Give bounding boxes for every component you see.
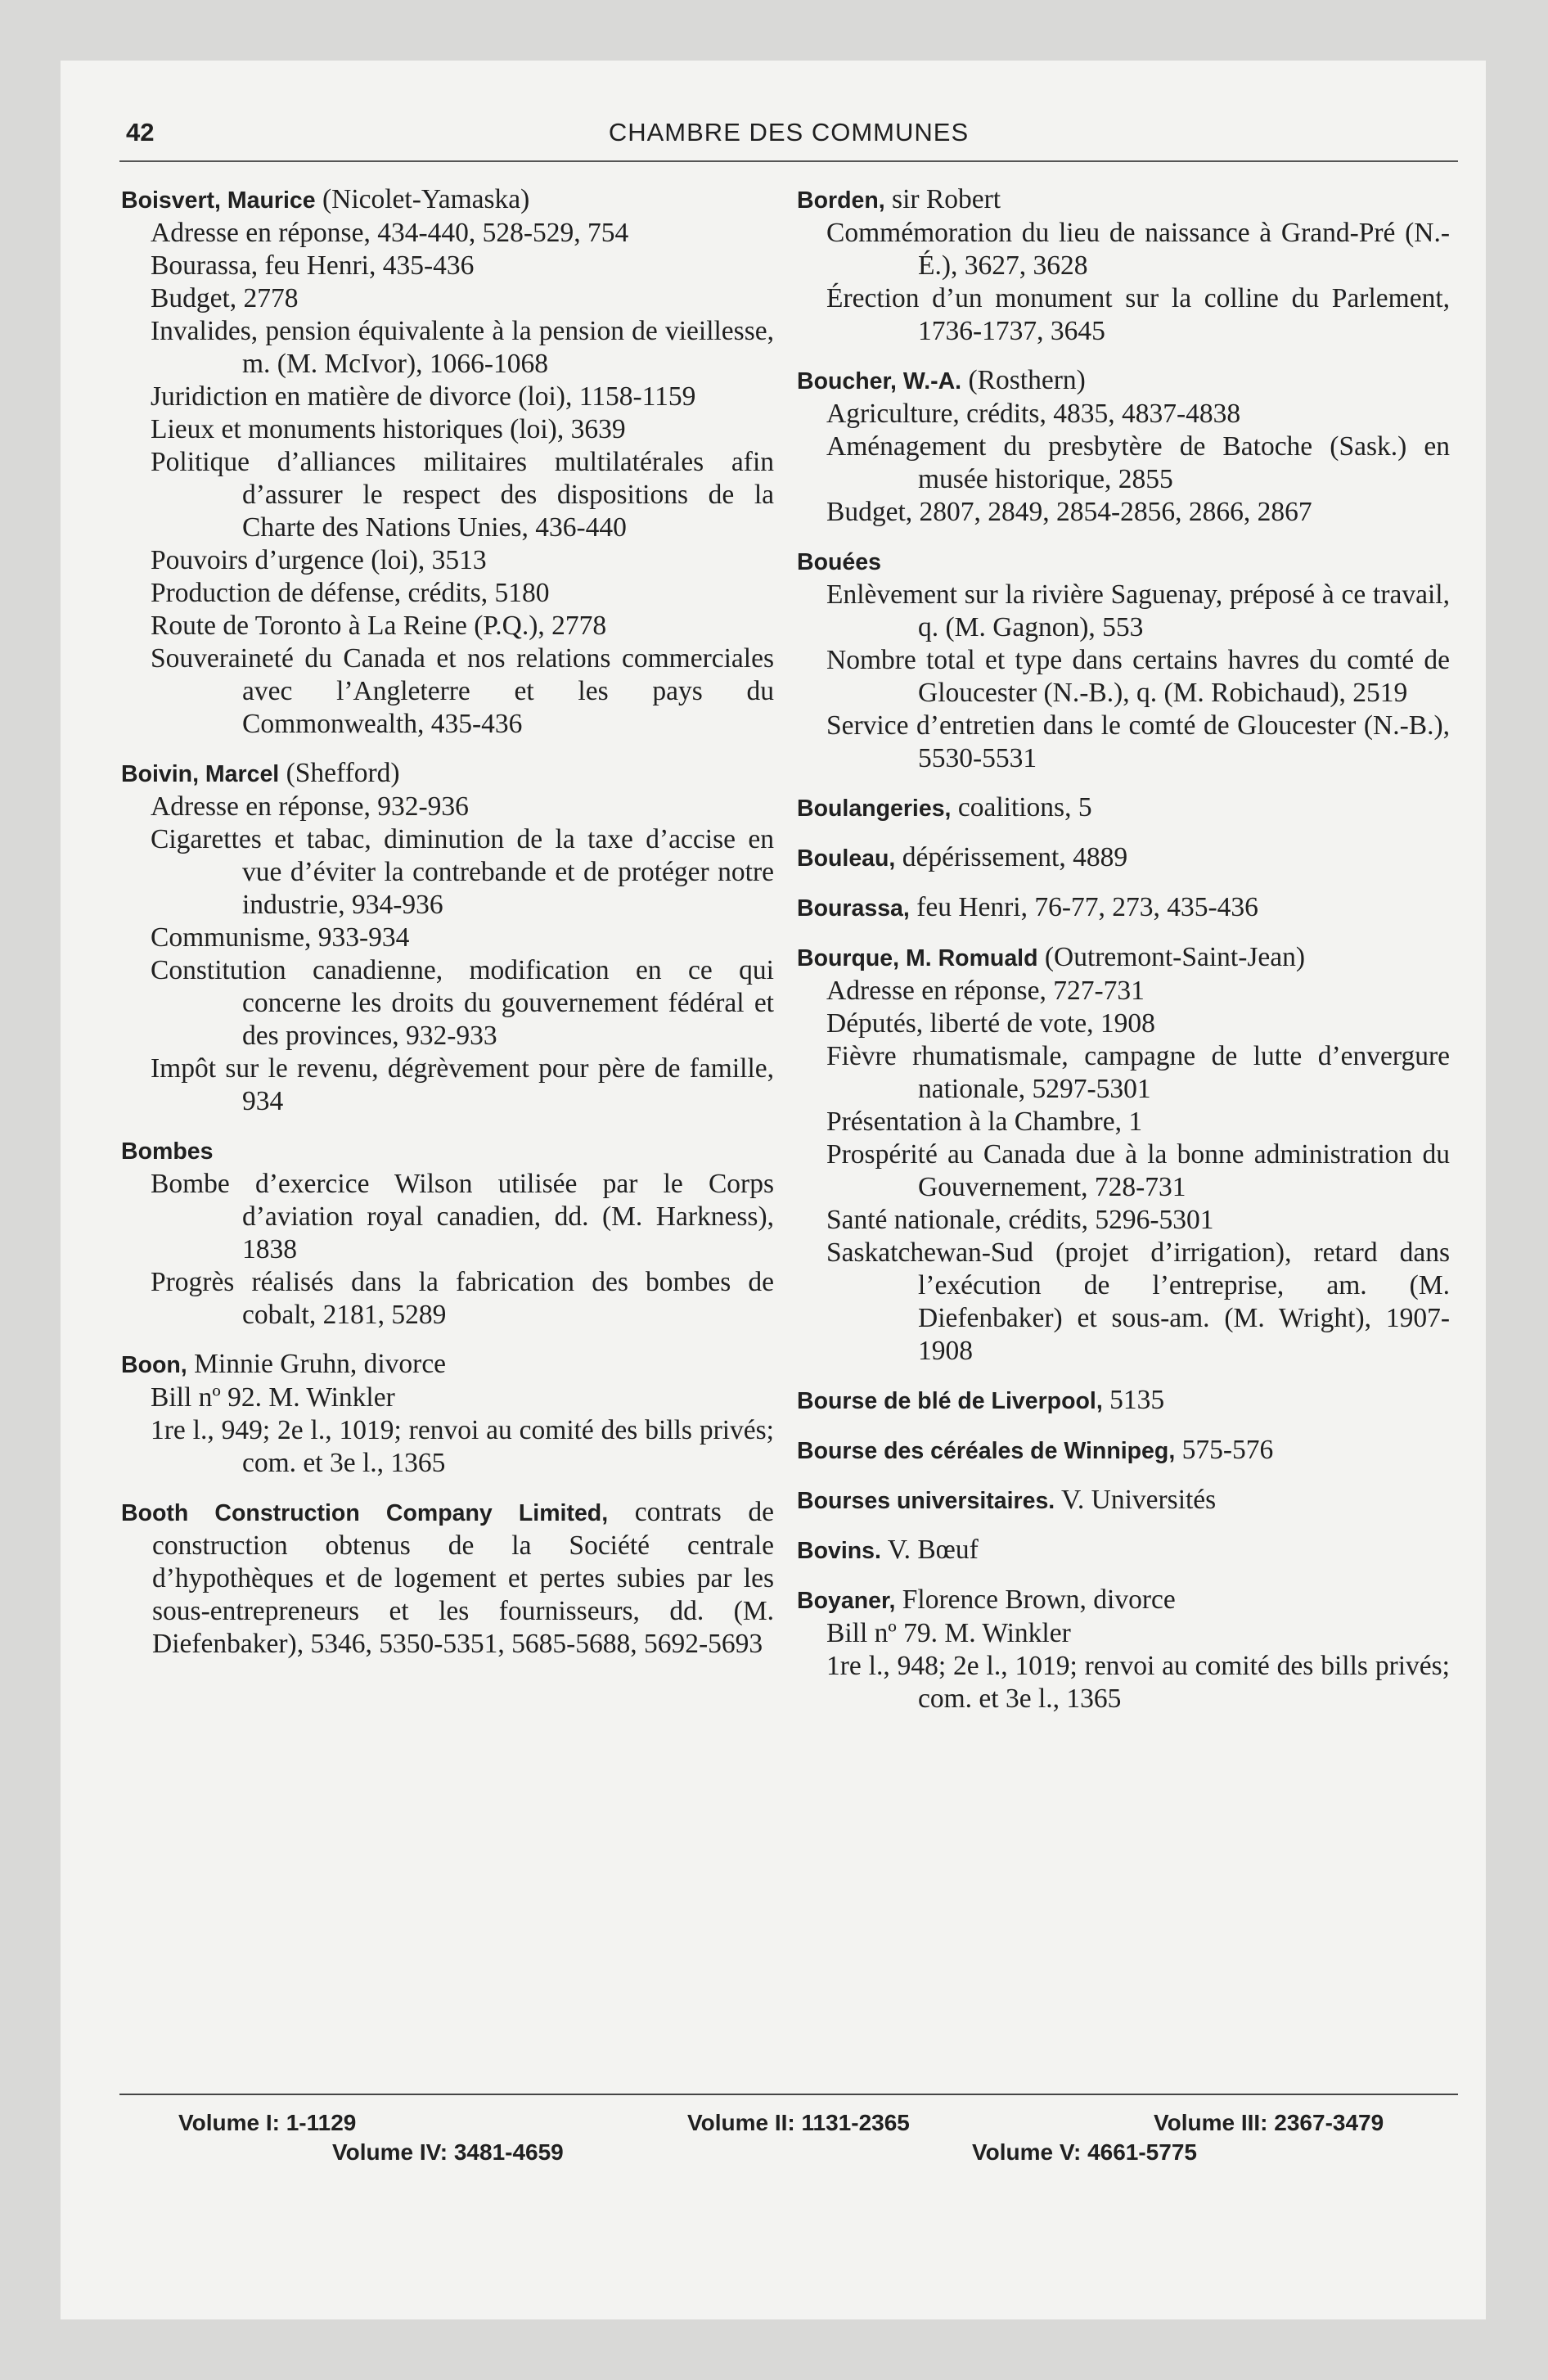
sub-entry: Bill nº 79. M. Winkler [826, 1618, 1071, 1648]
entry-heading-rest: (Rosthern) [961, 365, 1086, 395]
sub-entry: Saskatchewan-Sud (projet d’irrigation), retard dans l’exécution de l’entreprise, am. (M. Diefenbaker) et sous-am. (M. Wright), 1907-1908 [826, 1237, 1450, 1366]
sub-entry: Invalides, pension équivalente à la pension de vieillesse, m. (M. McIvor), 1066-1068 [151, 316, 774, 379]
footer-rule [119, 2094, 1458, 2095]
index-entry [795, 841, 1450, 875]
sub-entry: Progrès réalisés dans la fabrication des bombes de cobalt, 2181, 5289 [151, 1267, 774, 1330]
sub-entry: Budget, 2778 [151, 283, 299, 313]
entry-heading [795, 791, 1450, 825]
entry-heading [795, 183, 1450, 217]
entry-heading-rest: V. Bœuf [880, 1535, 979, 1565]
running-title: CHAMBRE DES COMMUNES [608, 118, 970, 146]
entry-heading [795, 891, 1450, 925]
volume-range: Volume V: 4661-5775 [972, 2139, 1197, 2165]
entry-heading-rest: Florence Brown, divorce [895, 1584, 1176, 1615]
sub-entry: Députés, liberté de vote, 1908 [826, 1008, 1155, 1039]
header-rule [119, 160, 1458, 162]
entry-headword: Boulangeries, [797, 796, 952, 822]
sub-entry: Adresse en réponse, 434-440, 528-529, 754 [151, 218, 629, 248]
entry-heading [119, 183, 774, 217]
entry-heading [795, 1584, 1450, 1617]
entry-heading-rest: (Outremont-Saint-Jean) [1037, 942, 1306, 972]
entry-headword: Bourse de blé de Liverpool, [797, 1388, 1103, 1414]
index-entry [795, 1384, 1450, 1418]
volume-range: Volume I: 1-1129 [178, 2110, 357, 2135]
sub-entry: Pouvoirs d’urgence (loi), 3513 [151, 545, 487, 575]
index-entry [795, 791, 1450, 825]
entry-headword: Boucher, W.-A. [797, 368, 962, 394]
right-column [795, 183, 1450, 1732]
sub-entry: Constitution canadienne, modification en ce qui concerne les droits du gouvernement fédéral et des provinces, 932-933 [151, 955, 774, 1051]
index-entry [795, 545, 1450, 775]
sub-entry: Communisme, 933-934 [151, 922, 410, 953]
sub-entry: Santé nationale, crédits, 5296-5301 [826, 1205, 1214, 1235]
volume-range: Volume IV: 3481-4659 [332, 2139, 564, 2165]
sub-entry: 1re l., 949; 2e l., 1019; renvoi au comité des bills privés; com. et 3e l., 1365 [151, 1415, 774, 1478]
entry-headword: Borden, [797, 187, 885, 214]
entry-headword: Bourses universitaires. [797, 1488, 1055, 1514]
index-entry [795, 183, 1450, 348]
volume-range: Volume III: 2367-3479 [1154, 2110, 1384, 2135]
entry-heading [795, 1434, 1450, 1467]
page-number: 42 [126, 118, 155, 146]
entry-heading-rest: coalitions, 5 [951, 792, 1092, 823]
entry-headword: Bouleau, [797, 845, 896, 872]
entry-heading [795, 1384, 1450, 1418]
page-header [119, 113, 1458, 162]
entry-heading [119, 1134, 774, 1168]
sub-entry: Budget, 2807, 2849, 2854-2856, 2866, 2867 [826, 497, 1312, 527]
sub-entry: Enlèvement sur la rivière Saguenay, préposé à ce travail, q. (M. Gagnon), 553 [826, 579, 1450, 642]
index-entry [119, 1348, 774, 1480]
index-entry [119, 1496, 774, 1661]
sub-entry: Nombre total et type dans certains havres du comté de Gloucester (N.-B.), q. (M. Robichaud), 2519 [826, 645, 1450, 708]
left-column [119, 183, 774, 1677]
entry-heading-rest: sir Robert [884, 184, 1001, 214]
entry-heading-rest: contrats de construction obtenus de la Société centrale d’hypothèques et de logement et pertes subies par les sous-entrepreneurs et les fournisseurs, dd. (M. Diefenbaker), 5346, 5350-5351, 5685-5688, 5692-5693 [152, 1497, 774, 1659]
index-entry [795, 1434, 1450, 1467]
sub-entry: Commémoration du lieu de naissance à Grand-Pré (N.-É.), 3627, 3628 [826, 218, 1450, 281]
entry-headword: Boivin, Marcel [121, 761, 280, 787]
sub-entry: Route de Toronto à La Reine (P.Q.), 2778 [151, 611, 607, 641]
entry-heading [795, 1484, 1450, 1517]
entry-headword: Bourque, M. Romuald [797, 945, 1038, 971]
index-entry [795, 1484, 1450, 1517]
sub-entry: Production de défense, crédits, 5180 [151, 578, 550, 608]
sub-entry: Service d’entretien dans le comté de Gloucester (N.-B.), 5530-5531 [826, 710, 1450, 773]
index-entry [795, 941, 1450, 1368]
sub-entry: Cigarettes et tabac, diminution de la taxe d’accise en vue d’éviter la contrebande et de protéger notre industrie, 934-936 [151, 824, 774, 920]
index-entry [119, 183, 774, 741]
sub-entry: Érection d’un monument sur la colline du Parlement, 1736-1737, 3645 [826, 283, 1450, 346]
sub-entry: Agriculture, crédits, 4835, 4837-4838 [826, 399, 1241, 429]
entry-headword: Boisvert, Maurice [121, 187, 316, 214]
sub-entry: Souveraineté du Canada et nos relations commerciales avec l’Angleterre et les pays du Commonwealth, 435-436 [151, 643, 774, 739]
entry-heading [795, 364, 1450, 398]
entry-headword: Bourse des céréales de Winnipeg, [797, 1438, 1176, 1464]
entry-heading [119, 1348, 774, 1382]
sub-entry: Juridiction en matière de divorce (loi), 1158-1159 [151, 381, 696, 412]
sub-entry: Bill nº 92. M. Winkler [151, 1382, 395, 1413]
entry-headword: Booth Construction Company Limited, [121, 1500, 609, 1526]
entry-heading [795, 841, 1450, 875]
entry-heading-rest: V. Universités [1055, 1485, 1217, 1515]
entry-headword: Bourassa, [797, 895, 910, 922]
sub-entry: Adresse en réponse, 727-731 [826, 976, 1145, 1006]
sub-entry: Bombe d’exercice Wilson utilisée par le Corps d’aviation royal canadien, dd. (M. Harkness), 1838 [151, 1169, 774, 1264]
entry-headword: Bouées [797, 549, 881, 575]
entry-heading-rest: feu Henri, 76-77, 273, 435-436 [909, 892, 1258, 922]
entry-heading-rest: (Shefford) [279, 758, 400, 788]
entry-heading [795, 545, 1450, 579]
index-entry [795, 1584, 1450, 1715]
sub-entry: Prospérité au Canada due à la bonne administration du Gouvernement, 728-731 [826, 1139, 1450, 1202]
sub-entry: Aménagement du presbytère de Batoche (Sask.) en musée historique, 2855 [826, 431, 1450, 494]
entry-heading-rest: 575-576 [1175, 1435, 1274, 1465]
index-entry [119, 757, 774, 1118]
entry-headword: Bovins. [797, 1538, 881, 1564]
entry-heading-rest: 5135 [1102, 1385, 1165, 1415]
sub-entry: 1re l., 948; 2e l., 1019; renvoi au comité des bills privés; com. et 3e l., 1365 [826, 1651, 1450, 1714]
sub-entry: Politique d’alliances militaires multilatérales afin d’assurer le respect des dispositions de la Charte des Nations Unies, 436-440 [151, 447, 774, 543]
sub-entry: Lieux et monuments historiques (loi), 3639 [151, 414, 626, 444]
sub-entry: Bourassa, feu Henri, 435-436 [151, 250, 475, 281]
sub-entry: Adresse en réponse, 932-936 [151, 791, 469, 822]
index-entry [795, 1534, 1450, 1567]
entry-heading [119, 757, 774, 791]
sub-entry: Présentation à la Chambre, 1 [826, 1107, 1143, 1137]
sub-entry: Impôt sur le revenu, dégrèvement pour père de famille, 934 [151, 1053, 774, 1116]
entry-heading-rest: dépérissement, 4889 [895, 842, 1128, 872]
volume-range: Volume II: 1131-2365 [687, 2110, 910, 2135]
entry-heading-rest: Minnie Gruhn, divorce [187, 1349, 447, 1379]
entry-heading-rest: (Nicolet-Yamaska) [315, 184, 530, 214]
entry-headword: Bombes [121, 1138, 214, 1165]
entry-heading [795, 941, 1450, 975]
index-page [61, 61, 1486, 2319]
entry-heading [795, 1534, 1450, 1567]
index-entry [795, 364, 1450, 529]
entry-headword: Boon, [121, 1352, 187, 1378]
index-entry [795, 891, 1450, 925]
entry-headword: Boyaner, [797, 1588, 896, 1614]
index-entry [119, 1134, 774, 1332]
entry-heading [119, 1496, 774, 1661]
sub-entry: Fièvre rhumatismale, campagne de lutte d’envergure nationale, 5297-5301 [826, 1041, 1450, 1104]
